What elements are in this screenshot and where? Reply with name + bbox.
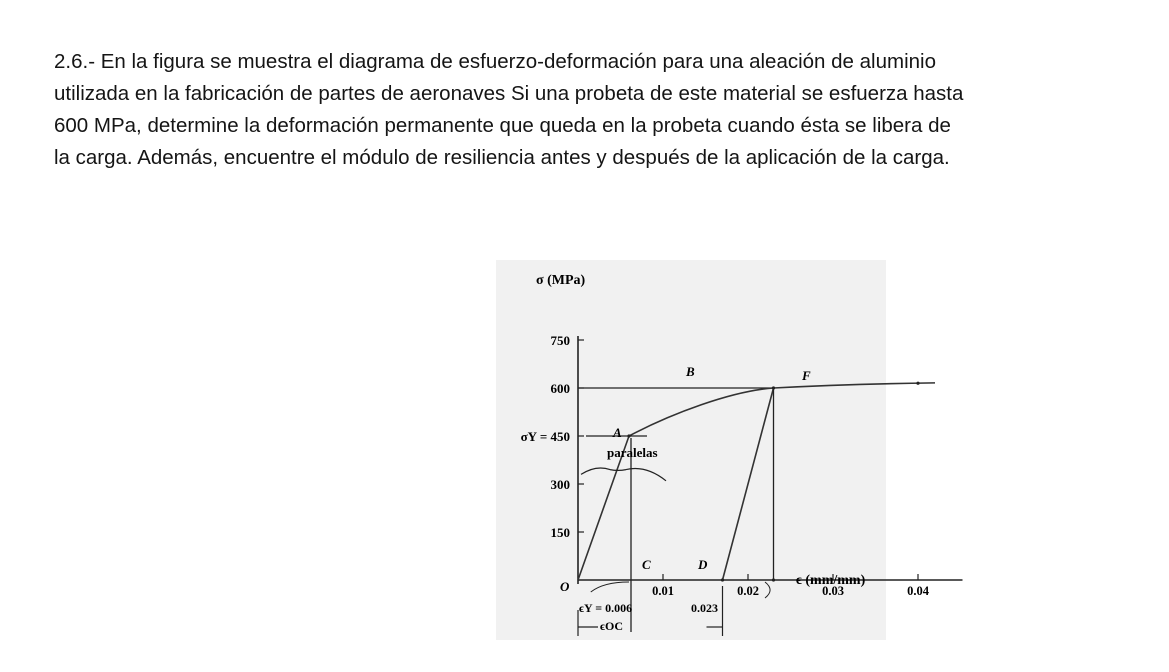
point-label-b: B — [686, 364, 695, 379]
origin-label: O — [560, 579, 570, 594]
parallel-arc-left — [581, 468, 626, 474]
point-label-d: D — [698, 557, 708, 572]
y-tick-label: 750 — [550, 333, 570, 348]
eps-oc-label: ϵOC — [600, 619, 624, 633]
point-label-f: F — [802, 368, 811, 383]
point-a — [627, 434, 630, 437]
x-tick-label: 0.04 — [907, 584, 929, 598]
d-hook — [765, 582, 770, 598]
problem-line-2: utilizada en la fabricación de partes de aeronaves Si una probeta de este material se esfuerza hasta — [54, 82, 964, 105]
x-tick-label: 0.03 — [822, 584, 844, 598]
problem-line-4: la carga. Además, encuentre el módulo de resiliencia antes y después de la aplicación de la carga. — [54, 146, 950, 169]
point-d — [772, 578, 775, 581]
problem-line-1: 2.6.- En la figura se muestra el diagrama de esfuerzo-deformación para una aleación de aluminio — [54, 50, 937, 73]
stress-strain-chart — [496, 260, 929, 640]
eps-y-hook — [591, 582, 629, 592]
chart-axes — [578, 336, 963, 584]
unloading-line — [723, 388, 774, 580]
parallel-arc-right — [626, 468, 666, 480]
y-axis-label: σ (MPa) — [536, 273, 586, 288]
x-tick-label: 0.02 — [737, 584, 759, 598]
point-f — [916, 382, 919, 385]
stress-strain-figure — [496, 260, 929, 640]
x-axis-label: ϵ (mm/mm) — [796, 573, 866, 588]
y-tick-label: σY = 450 — [520, 429, 570, 444]
x-tick-label: 0.01 — [652, 584, 674, 598]
y-tick-label: 600 — [550, 381, 570, 396]
y-tick-label: 300 — [550, 477, 570, 492]
problem-statement — [54, 46, 1124, 174]
parallel-label: paralelas — [607, 445, 658, 460]
point-label-a: A — [613, 425, 622, 440]
point-b — [772, 386, 775, 389]
point-c — [721, 578, 724, 581]
point-label-c: C — [642, 557, 651, 572]
eps-y-label: ϵY = 0.006 — [579, 601, 633, 615]
problem-line-3: 600 MPa, determine la deformación permanente que queda en la probeta cuando ésta se libera de — [54, 114, 951, 137]
y-tick-label: 150 — [550, 525, 570, 540]
chart-labels — [521, 273, 930, 633]
d-value-label: 0.023 — [691, 601, 718, 615]
